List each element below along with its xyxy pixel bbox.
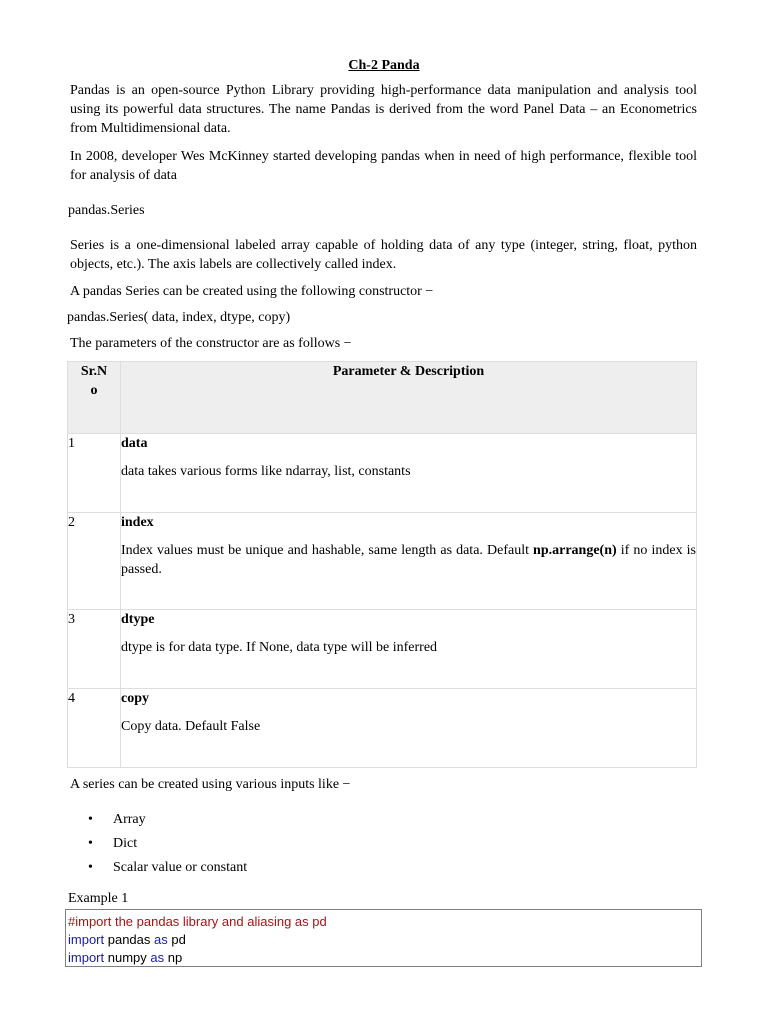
code-block — [65, 909, 702, 967]
list-item — [88, 810, 247, 834]
row-description-cell — [121, 434, 697, 513]
param-desc-text-end: if no index is passed. — [121, 543, 696, 577]
row-number: 3 — [68, 610, 121, 689]
param-desc — [121, 541, 696, 579]
list-item — [88, 834, 247, 858]
constructor-signature: pandas.Series( data, index, dtype, copy) — [67, 310, 291, 325]
intro-paragraph-1: Pandas is an open-source Python Library providing high-performance data manipulation and analysis tool using its powerful data structures. The name Pandas is derived from the word Panel Data – an Econometrics from Multidimensional data. — [70, 83, 697, 136]
row-number: 1 — [68, 434, 121, 513]
bullet-icon: • — [88, 860, 93, 875]
table-row — [68, 434, 697, 513]
inputs-list — [88, 810, 247, 882]
code-keyword: as — [154, 932, 168, 947]
row-number: 4 — [68, 689, 121, 768]
param-desc: data takes various forms like ndarray, list, constants — [121, 464, 411, 479]
code-keyword: import — [68, 932, 105, 947]
code-comment-line: #import the pandas library and aliasing as pd — [68, 914, 327, 929]
intro-paragraph-2: In 2008, developer Wes McKinney started developing pandas when in need of high performance, flexible tool for analysis of data — [70, 149, 697, 183]
inputs-intro: A series can be created using various inputs like − — [70, 777, 351, 792]
code-module: numpy — [104, 950, 151, 965]
param-default-code: np.arrange(n) — [533, 543, 617, 558]
code-keyword: as — [150, 950, 165, 965]
header-srno: Sr.N o — [68, 362, 121, 434]
table-row — [68, 689, 697, 768]
code-line-import-pandas — [68, 931, 701, 949]
param-name: dtype — [121, 612, 155, 627]
row-description-cell — [121, 610, 697, 689]
code-alias: np — [164, 950, 183, 965]
list-item-label: Dict — [113, 836, 138, 851]
series-description: Series is a one-dimensional labeled array capable of holding data of any type (integer, string, float, python objects, etc.). The axis labels are collectively called index. — [70, 238, 697, 272]
code-alias: pd — [167, 932, 186, 947]
row-description-cell — [121, 689, 697, 768]
table-header-row — [68, 362, 697, 434]
row-description-cell — [121, 513, 697, 610]
constructor-intro: A pandas Series can be created using the following constructor − — [70, 284, 434, 299]
param-desc: dtype is for data type. If None, data type will be inferred — [121, 640, 438, 655]
parameters-table — [67, 361, 697, 768]
table-row — [68, 513, 697, 610]
param-name: index — [121, 515, 154, 530]
param-desc: Copy data. Default False — [121, 719, 261, 734]
param-name: copy — [121, 691, 149, 706]
code-keyword: import — [68, 950, 105, 965]
list-item-label: Array — [113, 812, 146, 827]
series-heading: pandas.Series — [68, 203, 145, 218]
list-item — [88, 858, 247, 882]
table-row — [68, 610, 697, 689]
params-intro: The parameters of the constructor are as follows − — [70, 336, 352, 351]
param-desc-text: Index values must be unique and hashable, same length as data. Default — [121, 543, 534, 558]
bullet-icon: • — [88, 812, 93, 827]
code-module: pandas — [104, 932, 154, 947]
page-title: Ch-2 Panda — [348, 58, 420, 73]
bullet-icon: • — [88, 836, 93, 851]
example-label: Example 1 — [68, 891, 129, 906]
list-item-label: Scalar value or constant — [113, 860, 248, 875]
header-parameter-description: Parameter & Description — [121, 362, 697, 434]
row-number: 2 — [68, 513, 121, 610]
param-name: data — [121, 436, 148, 451]
code-line-import-numpy — [68, 949, 701, 967]
